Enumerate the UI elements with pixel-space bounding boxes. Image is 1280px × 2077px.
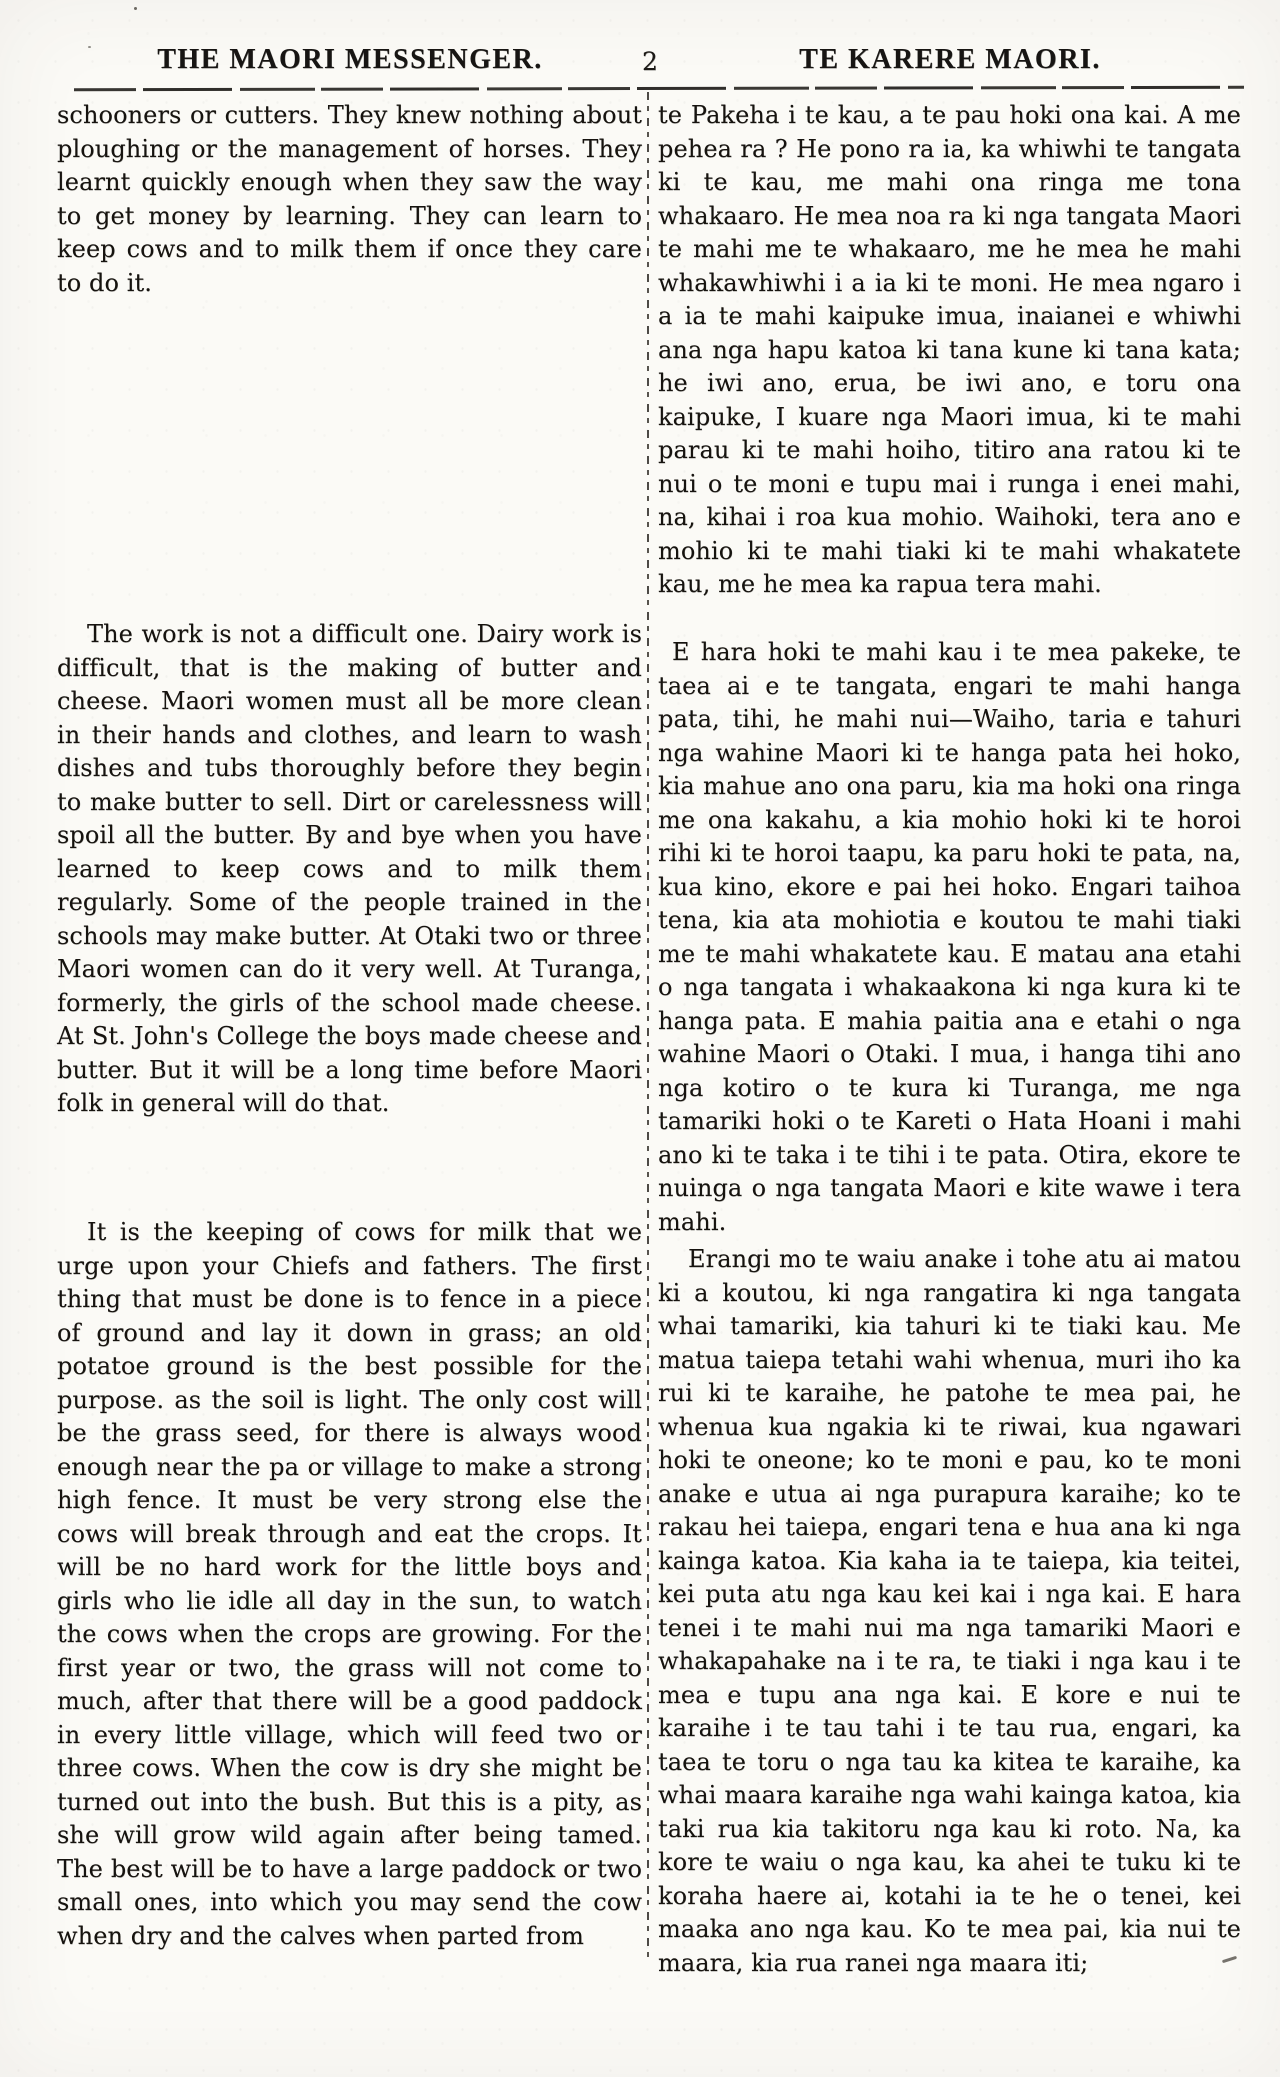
- column-divider: [647, 92, 649, 1962]
- english-paragraph-continuation: schooners or cutters. They knew nothing about ploughing or the management of horses. They learnt quickly enough when they saw the way to get money by learning. They can learn to keep cows and to milk them if once they care to do it.: [57, 101, 642, 297]
- english-paragraph-keeping-cows: It is the keeping of cows for milk that we urge upon your Chiefs and fathers. The first thing that must be done is to fence in a piece of ground and lay it down in grass; an old potatoe ground is the best possible for the purpose. as the soil is light. The only cost will be the grass seed, for there is always wood enough near the pa or village to make a strong high fence. It must be very strong else the cows will break through and eat the crops. It will be no hard work for the little boys and girls who lie idle all day in the sun, to watch the cows when the crops are growing. For the first year or two, the grass will not come to much, after that there will be a good paddock in every little village, which will feed two or three cows. When the cow is dry she might be turned out into the bush. But this is a pity, as she will grow wild again after being tamed. The best will be to have a large paddock or two small ones, into which you may send the cow when dry and the calves when parted from: [57, 1218, 642, 1950]
- english-paragraph-dairy-work: The work is not a difficult one. Dairy work is difficult, that is the making of butter and cheese. Maori women must all be more clean in their hands and clothes, and learn to wash dishes and tubs thoroughly before they begin to make butter to sell. Dirt or carelessness will spoil all the butter. By and bye when you have learned to keep cows and to milk them regularly. Some of the people trained in the schools may make butter. At Otaki two or three Maori women can do it very well. At Turanga, formerly, the girls of the school made cheese. At St. John's College the boys made cheese and butter. But it will be a long time before Maori folk in general will do that.: [57, 620, 642, 1117]
- page-number: 2: [642, 47, 658, 76]
- maori-paragraph-keeping-cows: Erangi mo te waiu anake i tohe atu ai matou ki a koutou, ki nga rangatira ki nga tangata whai tamariki, kia tahuri ki te tiaki kau. Me matua taiepa tetahi wahi whenua, muri iho ka rui ki te karaihe, he patohe te mea pai, he whenua kua ngakia ki te riwai, kua ngawari hoki te oneone; ko te moni e pau, ko te moni anake e utua ai nga purapura karaihe; ko te rakau hei taiepa, engari tena e hua ana ki nga kainga katoa. Kia kaha ia te taiepa, kia teitei, kei puta atu nga kau kei kai i nga kai. E hara tenei i te mahi nui ma nga tamariki Maori e whakapahake na i te ra, te tiaki i nga kau i te mea e tupu ana nga kai. E kore e nui te karaihe i te tau tahi i te tau rua, engari, ka taea te toru o nga tau ka kitea te karaihe, ka whai maara karaihe nga wahi kainga katoa, kia taki rua kia takitoru nga kau ki roto. Na, ka kore te waiu o nga kau, ka ahei te tuku ki te koraha haere ai, kotahi ia te he o tenei, kei maaka ano nga kau. Ko te mea pai, kia nui te maara, kia rua ranei nga maara iti;: [658, 1245, 1241, 1977]
- masthead-english-title: THE MAORI MESSENGER.: [157, 44, 543, 75]
- masthead-maori-title: TE KARERE MAORI.: [799, 44, 1101, 75]
- header-rule: [74, 86, 1244, 91]
- maori-paragraph-butter-making: E hara hoki te mahi kau i te mea pakeke, te taea ai e te tangata, engari te mahi hanga pata, tihi, he mahi nui—Waiho, taria e tahuri nga wahine Maori ki te hanga pata hei hoko, kia mahue ano ona paru, kia ma hoki ona ringa me ona kakahu, a kia mohio hoki ki te horoi rihi ki te horoi taapu, ka paru hoki te pata, na, kua kino, ekore e pai hei hoko. Engari taihoa tena, kia ata mohiotia e koutou te mahi tiaki me te mahi whakatete kau. E matau ana etahi o nga tangata i whakaakona ki nga kura ki te hanga pata. E mahia paitia ana e etahi o nga wahine Maori o Otaki. I mua, i hanga tihi ano nga kotiro o te kura ki Turanga, me nga tamariki hoki o te Kareti o Hata Hoani i mahi ano ki te taka i te tihi i te pata. Otira, ekore te nuinga o nga tangata Maori e kite wawe i tera mahi.: [658, 638, 1241, 1236]
- maori-paragraph-continuation: te Pakeha i te kau, a te pau hoki ona kai. A me pehea ra ? He pono ra ia, ka whiwhi te tangata ki te kau, me mahi ona ringa me tona whakaaro. He mea noa ra ki nga tangata Maori te mahi me te whakaaro, me he mea he mahi whakawhiwhi i a ia ki te moni. He mea ngaro i a ia te mahi kaipuke imua, inaianei e whiwhi ana nga hapu katoa ki tana kune ki tana kata; he iwi ano, erua, be iwi ano, e toru ona kaipuke, I kuare nga Maori imua, ki te mahi parau ki te mahi hoiho, titiro ana ratou ki te nui o te moni e tupu mai i runga i enei mahi, na, kihai i roa kua mohio. Waihoki, tera ano e mohio ki te mahi tiaki ki te mahi whakatete kau, me he mea ka rapua tera mahi.: [658, 101, 1241, 598]
- scan-speck: [88, 46, 91, 48]
- scan-speck: [134, 7, 137, 10]
